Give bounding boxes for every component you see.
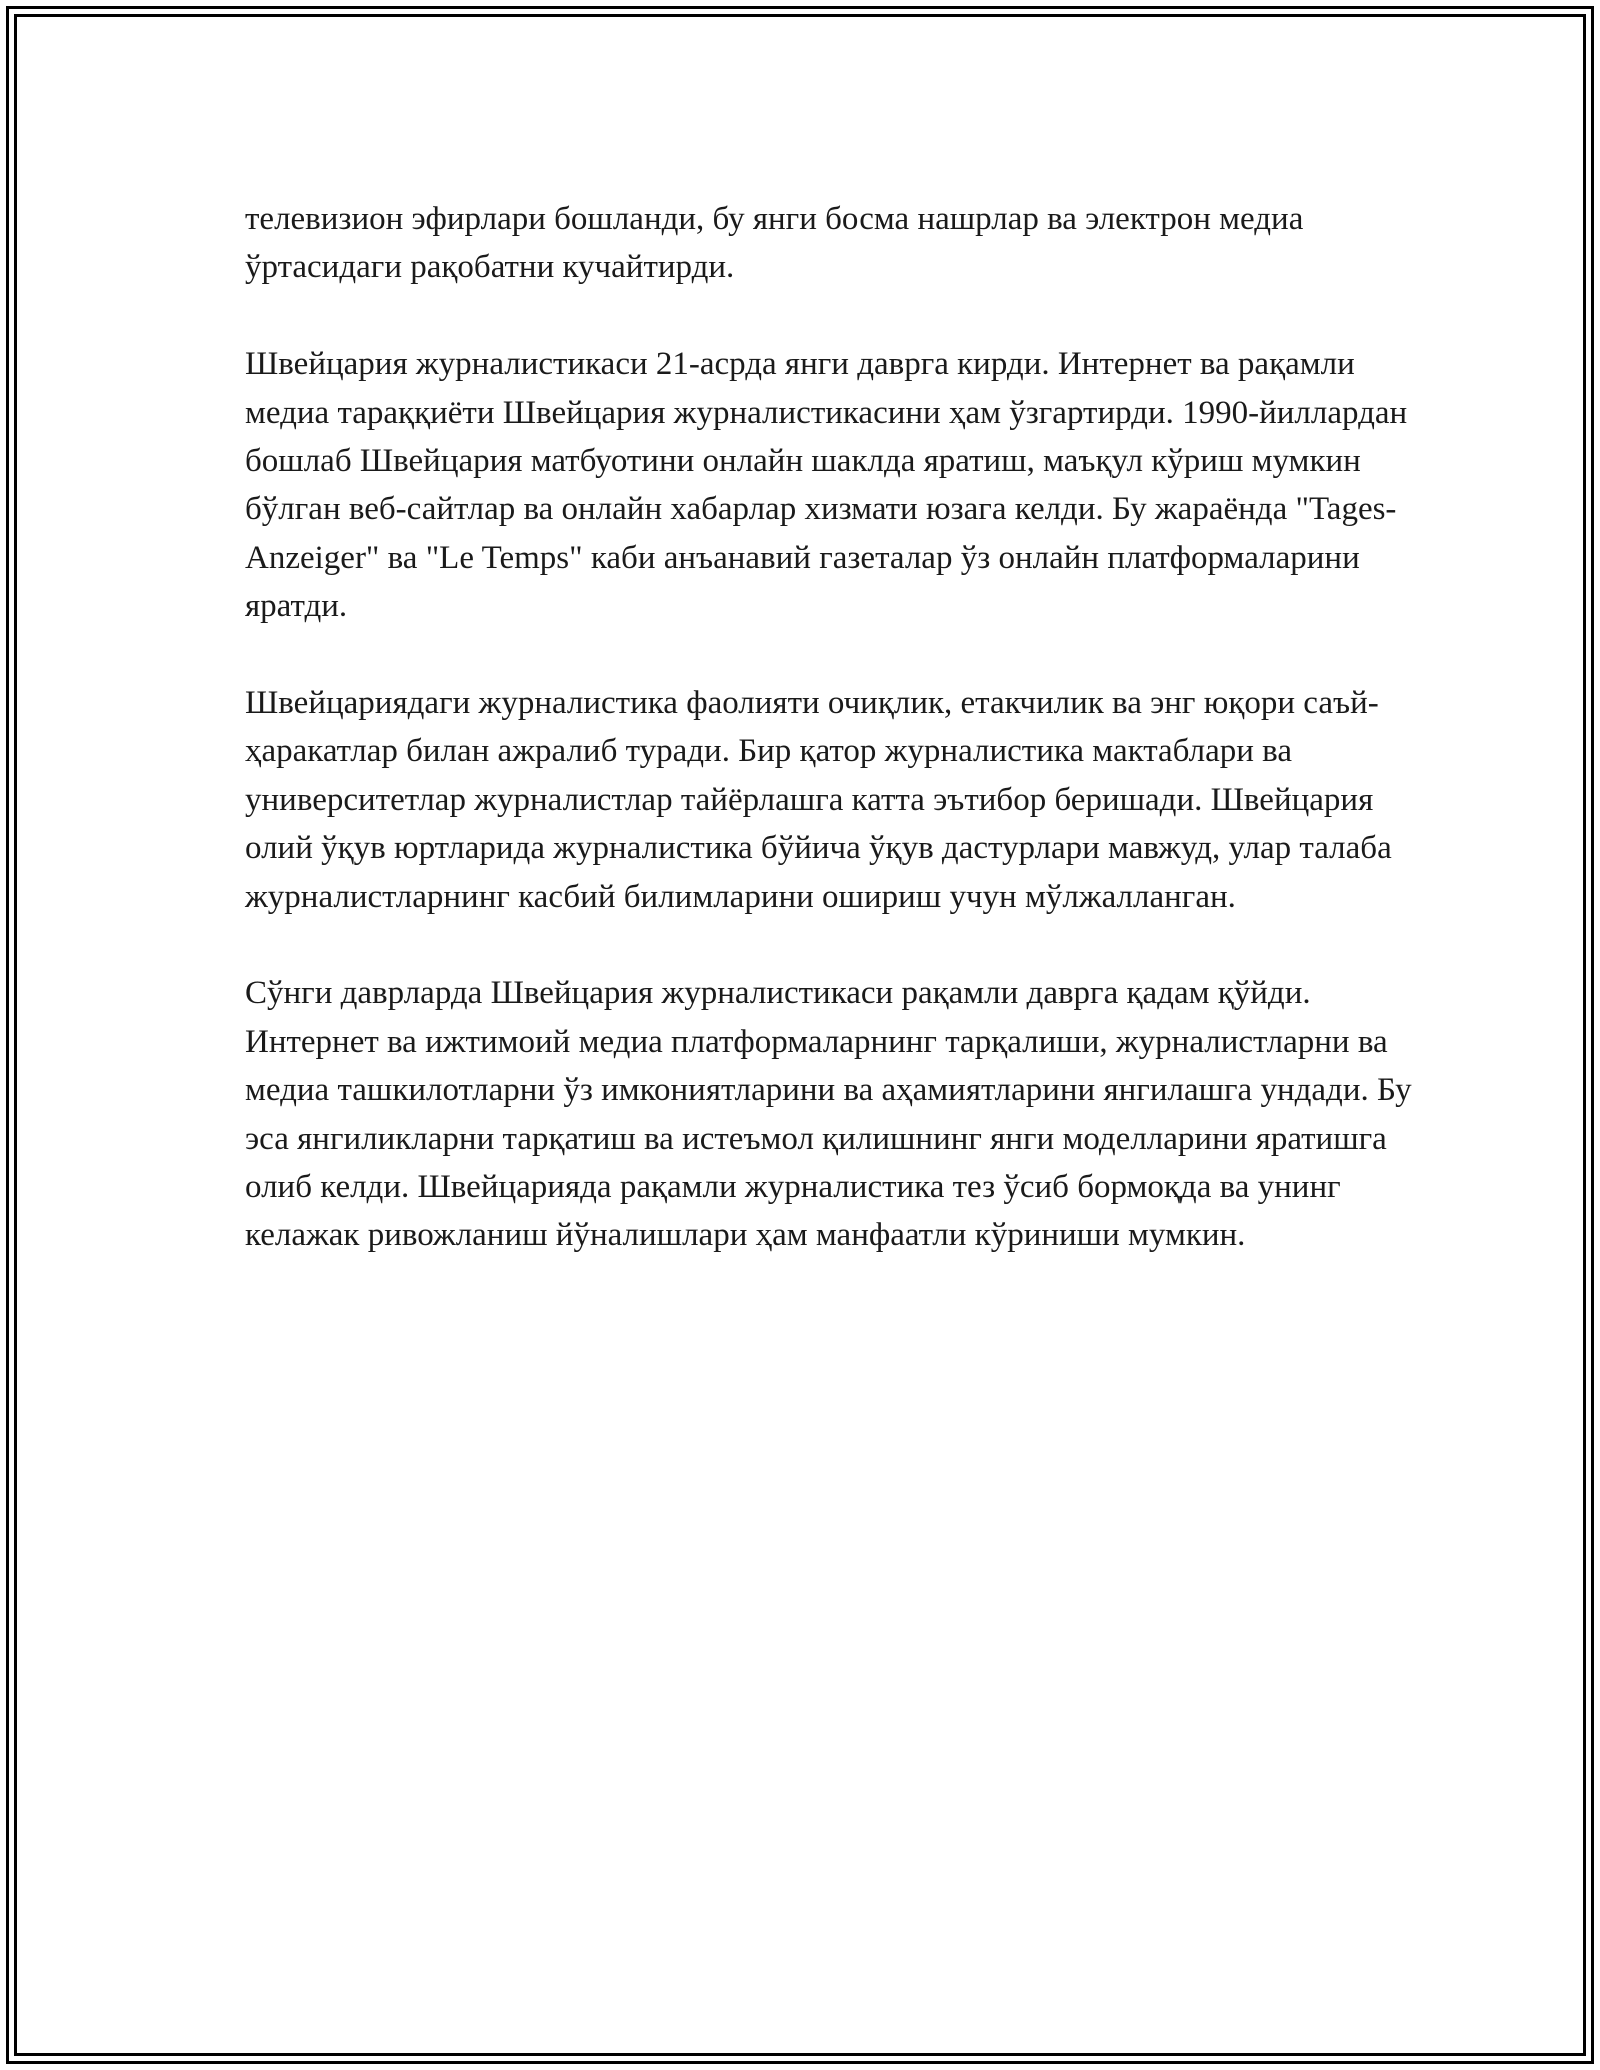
paragraph-1: телевизион эфирлари бошланди, бу янги босма нашрлар ва электрон медиа ўртасидаги рақобатни кучайтирди.: [245, 201, 1304, 286]
paragraph-4: Сўнги даврларда Швейцария журналистикаси рақамли даврга қадам қўйди. Интернет ва ижтимоий медиа платформаларнинг тарқалиши, журналистларни ва медиа ташкилотларни ўз имкониятларини ва аҳамиятларини янгилашга ундади. Бу эса янгиликларни тарқатиш ва истеъмол қилишнинг янги моделларини яратишга олиб келди. Швейцарияда рақамли журналистика тез ўсиб бормоқда ва унинг келажак ривожланиш йўналишлари ҳам манфаатли кўриниши мумкин.: [245, 975, 1412, 1254]
paragraph-2: Швейцария журналистикаси 21-асрда янги даврга кирди. Интернет ва рақамли медиа тараққиёти Швейцария журналистикасини ҳам ўзгартирди. 1990-йиллардан бошлаб Швейцария матбуотини онлайн шаклда яратиш, маъқул кўриш мумкин бўлган веб-сайтлар ва онлайн хабарлар хизмати юзага келди. Бу жараёнда "Tages-Anzeiger" ва "Le Temps" каби анъанавий газеталар ўз онлайн платформаларини яратди.: [245, 346, 1408, 625]
page-frame: [6, 6, 1594, 2064]
paragraph-3: Швейцариядаги журналистика фаолияти очиқлик, етакчилик ва энг юқори саъй-ҳаракатлар билан ажралиб туради. Бир қатор журналистика мактаблари ва университетлар журналистлар тайёрлашга катта эътибор беришади. Швейцария олий ўқув юртларида журналистика бўйича ўқув дастурлари мавжуд, улар талаба журналистларнинг касбий билимларини ошириш учун мўлжалланган.: [245, 685, 1392, 915]
document-body: [245, 195, 1425, 1260]
